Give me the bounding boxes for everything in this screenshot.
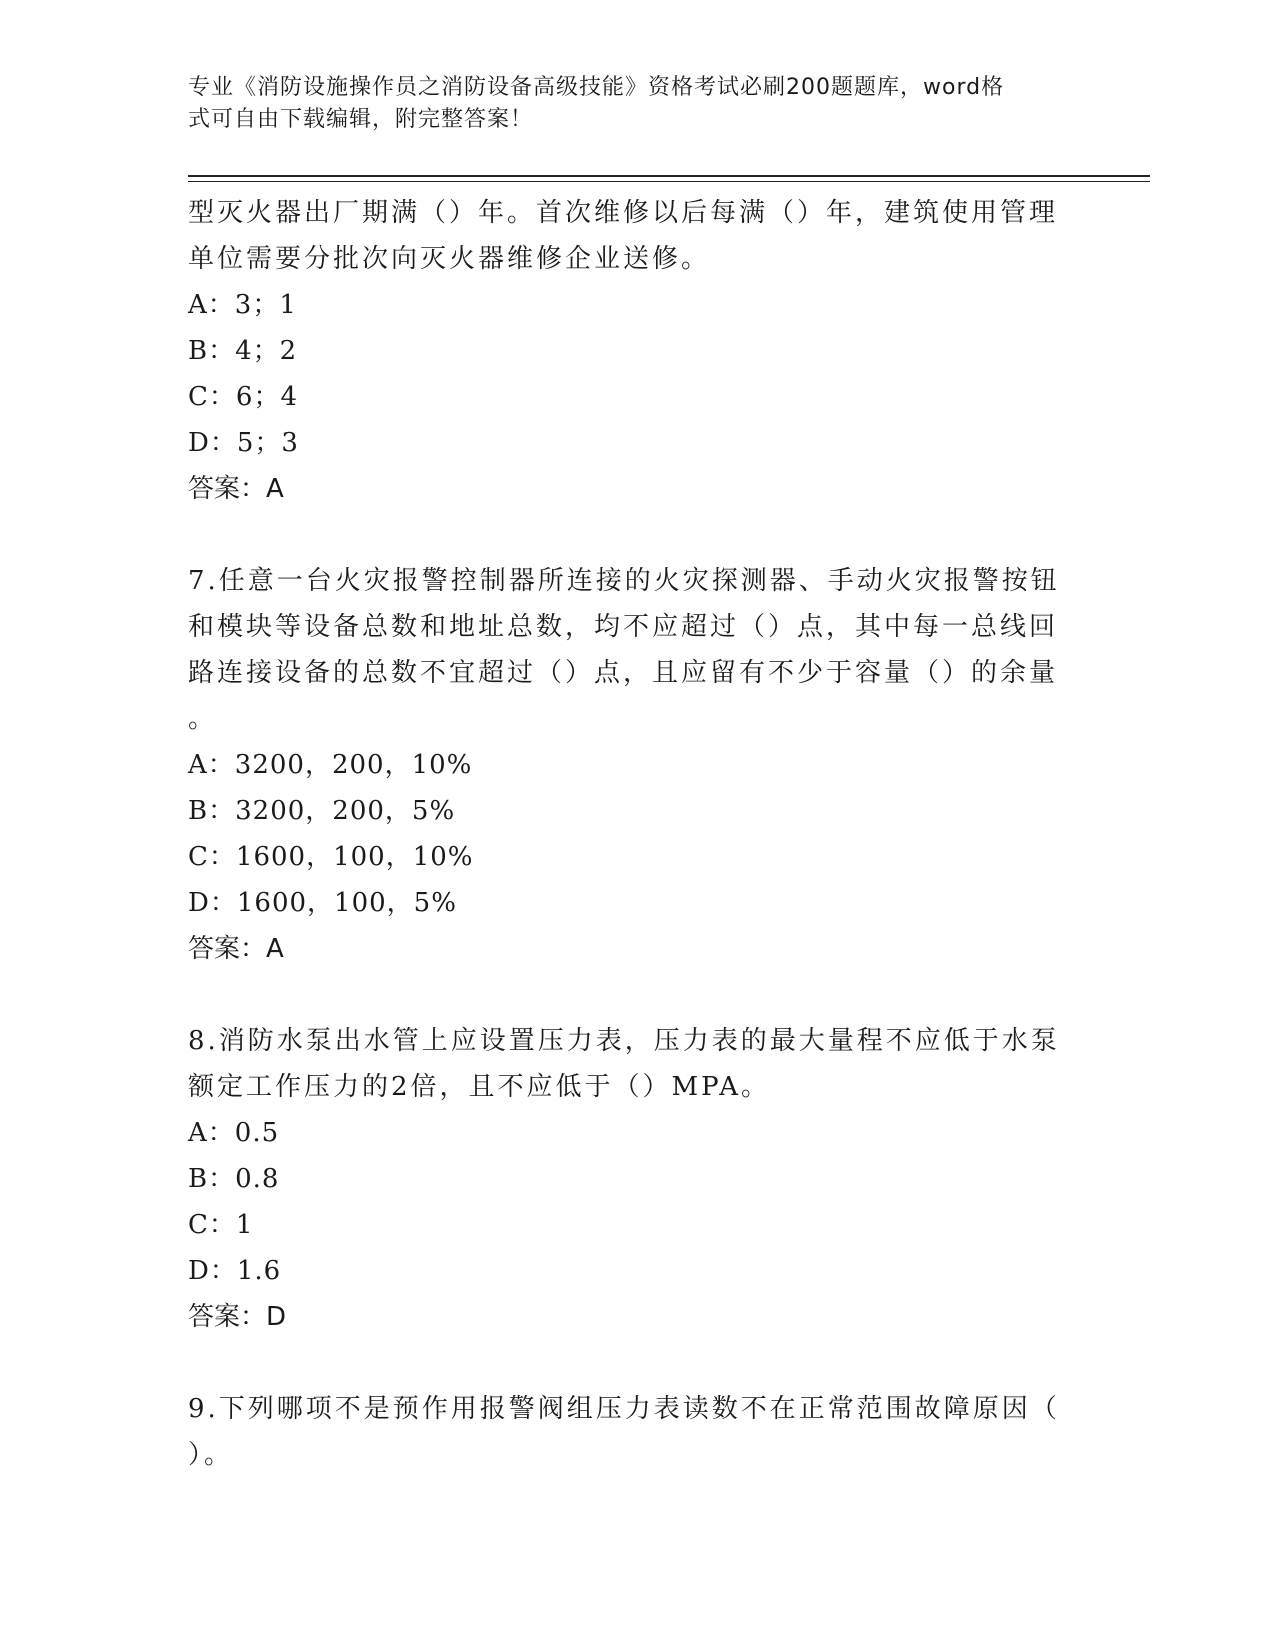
option-d [188,1248,1068,1294]
option-text: 4；2 [235,336,298,366]
question-text-line: 7.任意一台火灾报警控制器所连接的火灾探测器、手动火灾报警按钮 [188,566,1060,596]
question-block [188,190,1068,512]
option-a [188,282,1068,328]
option-label: D： [188,888,237,918]
question-block [188,1386,1068,1478]
option-text: 1.6 [236,1256,282,1286]
option-label: B： [188,796,236,826]
option-label: D： [188,428,237,458]
option-label: A： [188,290,235,320]
option-label: A： [188,750,235,780]
option-text: 3200，200，10% [234,750,473,780]
question-list [188,190,1068,1478]
option-label: C： [188,382,236,412]
question-text-line: ）。 [188,1440,234,1470]
option-label: B： [188,336,236,366]
question-text-line: 。 [188,704,218,734]
option-b [188,328,1068,374]
option-b [188,1156,1068,1202]
option-b [188,788,1068,834]
option-text: 1600，100，5% [236,888,457,918]
option-label: C： [188,1210,236,1240]
header-divider-thin [188,181,1150,182]
question-block [188,1018,1068,1340]
option-text: 5；3 [236,428,299,458]
header-divider [188,175,1150,177]
option-a [188,742,1068,788]
question-text-line: 和模块等设备总数和地址总数，均不应超过（）点，其中每一总线回 [188,612,1059,642]
question-text-line: 单位需要分批次向灭火器维修企业送修。 [188,244,711,274]
answer-line: 答案：A [188,474,284,504]
option-a [188,1110,1068,1156]
question-text-line: 8.消防水泵出水管上应设置压力表，压力表的最大量程不应低于水泵 [188,1026,1060,1056]
option-text: 3200，200，5% [235,796,456,826]
option-label: C： [188,842,236,872]
option-text: 6；4 [235,382,298,412]
option-label: A： [188,1118,235,1148]
option-text: 1 [235,1210,254,1240]
question-text-line: 额定工作压力的2倍，且不应低于（）MPA。 [188,1072,771,1102]
option-text: 3；1 [234,290,297,320]
document-header [188,72,1068,136]
option-text: 1600，100，10% [235,842,474,872]
option-d [188,420,1068,466]
option-label: B： [188,1164,236,1194]
header-line-1: 专业《消防设施操作员之消防设备高级技能》资格考试必刷200题题库，word格 [188,75,1005,100]
question-block [188,558,1068,972]
header-line-2: 式可自由下载编辑，附完整答案！ [188,107,534,132]
option-label: D： [188,1256,237,1286]
option-c [188,374,1068,420]
answer-line: 答案：D [188,1302,287,1332]
option-text: 0.8 [235,1164,280,1194]
option-c [188,834,1068,880]
option-text: 0.5 [234,1118,280,1148]
question-text-line: 路连接设备的总数不宜超过（）点，且应留有不少于容量（）的余量 [188,658,1059,688]
option-d [188,880,1068,926]
answer-line: 答案：A [188,934,284,964]
option-c [188,1202,1068,1248]
question-text-line: 9.下列哪项不是预作用报警阀组压力表读数不在正常范围故障原因（ [188,1394,1060,1424]
question-text-line: 型灭火器出厂期满（）年。首次维修以后每满（）年，建筑使用管理 [188,198,1059,228]
